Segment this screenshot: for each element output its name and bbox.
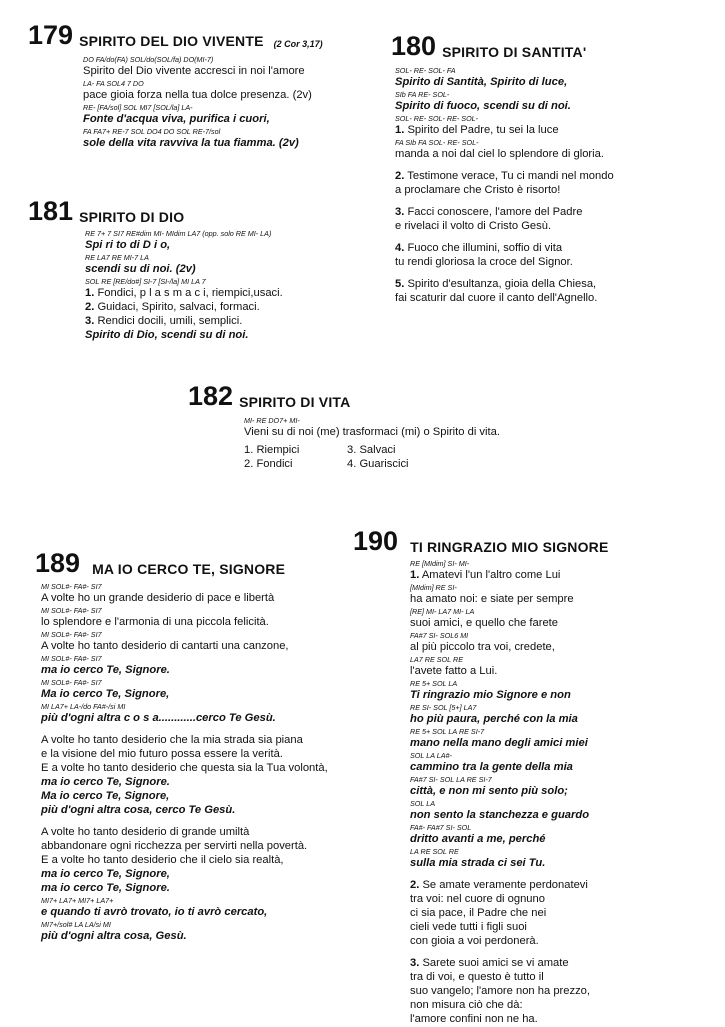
lyric-line: al più piccolo tra voi, credete, xyxy=(410,641,555,653)
chord-line: SOL- RE- SOL- FA xyxy=(395,66,456,75)
refrain-line: ma io cerco Te, Signore. xyxy=(41,882,170,894)
lyric-line: E a volte ho tanto desiderio che il cielo sia realtà, xyxy=(41,854,284,866)
refrain-line: ma io cerco Te, Signore. xyxy=(41,664,170,676)
refrain-line: Spirito di Santità, Spirito di luce, xyxy=(395,76,568,88)
lyric-line: 1. Fondici, p l a s m a c i, riempici,usaci. xyxy=(85,287,283,299)
stanza-gap xyxy=(395,162,711,170)
refrain-line: sulla mia strada ci sei Tu. xyxy=(410,857,546,869)
song-number: 179 xyxy=(28,20,74,50)
stanza-gap xyxy=(410,871,693,879)
song-header xyxy=(35,550,365,577)
song-title: SPIRITO DI SANTITA' xyxy=(442,44,587,60)
song-header xyxy=(28,198,378,225)
lyric-line: Vieni su di noi (me) trasformaci (mi) o Spirito di vita. xyxy=(244,426,500,438)
chord-line: FA FA7+ RE-7 SOL DO4 DO SOL RE-7/sol xyxy=(83,127,221,136)
song-189 xyxy=(35,550,365,944)
verse-number: 2. xyxy=(85,301,95,313)
chord-line: FA SIb FA SOL- RE- SOL- xyxy=(395,138,479,147)
verse-item: 3. Salvaci xyxy=(347,444,396,456)
lyric-line: 2. Se amate veramente perdonatevi xyxy=(410,879,588,891)
song-lines xyxy=(83,55,378,151)
refrain-line: più d'ogni altra c o s a............cerco Te Gesù. xyxy=(41,712,276,724)
verse-number: 3. xyxy=(395,206,405,218)
song-190 xyxy=(353,528,693,1027)
lyric-line: 1. Spirito del Padre, tu sei la luce xyxy=(395,124,559,136)
refrain-line: non sento la stanchezza e guardo xyxy=(410,809,590,821)
song-number: 180 xyxy=(391,31,437,61)
stanza-gap xyxy=(41,726,365,734)
refrain-line: e quando ti avrò trovato, io ti avrò cercato, xyxy=(41,906,268,918)
lyric-line: e rivelaci il volto di Cristo Gesù. xyxy=(395,220,552,232)
song-header xyxy=(188,383,548,410)
refrain-line: Ti ringrazio mio Signore e non xyxy=(410,689,571,701)
chord-line: MI7+ LA7+ MI7+ LA7+ xyxy=(41,896,114,905)
chord-line: SOL LA xyxy=(410,799,436,808)
song-number: 182 xyxy=(188,381,234,411)
lyric-line: lo splendore e l'armonia di una piccola felicità. xyxy=(41,616,269,628)
refrain-line: Fonte d'acqua viva, purifica i cuori, xyxy=(83,113,270,125)
stanza-gap xyxy=(410,949,693,957)
chord-line: SOL- RE- SOL- RE- SOL- xyxy=(395,114,479,123)
chord-line: SOL LA LA#- xyxy=(410,751,452,760)
lyric-line: 3. Facci conoscere, l'amore del Padre xyxy=(395,206,583,218)
lyric-line: Spirito del Dio vivente accresci in noi l'amore xyxy=(83,65,305,77)
chord-line: MI SOL#- FA#- SI7 xyxy=(41,606,102,615)
stanza-gap xyxy=(395,270,711,278)
refrain-line: città, e non mi sento più solo; xyxy=(410,785,568,797)
chord-line: MI SOL#- FA#- SI7 xyxy=(41,630,102,639)
refrain-line: Spi ri to di D i o, xyxy=(85,239,171,251)
lyric-line: 1. Amatevi l'un l'altro come Lui xyxy=(410,569,561,581)
song-title: MA IO CERCO TE, SIGNORE xyxy=(92,561,286,577)
lyric-line: A volte ho un grande desiderio di pace e libertà xyxy=(41,592,275,604)
chord-line: RE SI- SOL [5+] LA7 xyxy=(410,703,477,712)
chord-line: LA- FA SOL4 7 DO xyxy=(83,79,144,88)
song-reference: (2 Cor 3,17) xyxy=(273,39,323,49)
refrain-line: scendi su di noi. (2v) xyxy=(85,263,196,275)
verse-grid xyxy=(244,444,548,472)
chord-line: FA#7 SI- SOL LA RE SI-7 xyxy=(410,775,492,784)
lyric-line: 3. Sarete suoi amici se vi amate xyxy=(410,957,569,969)
lyric-line: A volte ho tanto desiderio di cantarti una canzone, xyxy=(41,640,289,652)
lyric-line: tra di voi, e questo è tutto il xyxy=(410,971,544,983)
chord-line: MI SOL#- FA#- SI7 xyxy=(41,654,102,663)
refrain-line: sole della vita ravviva la tua fiamma. (2v) xyxy=(83,137,299,149)
song-title: SPIRITO DI VITA xyxy=(239,394,351,410)
lyric-line: E a volte ho tanto desiderio che questa sia la Tua volontà, xyxy=(41,762,328,774)
lyric-line: suo vangelo; l'amore non ha prezzo, xyxy=(410,985,591,997)
verse-number: 1. xyxy=(85,287,95,299)
chord-line: [MIdim] RE SI- xyxy=(410,583,457,592)
verse-number: 5. xyxy=(395,278,405,290)
verse-number: 3. xyxy=(410,957,420,969)
lyric-line: pace gioia forza nella tua dolce presenza. (2v) xyxy=(83,89,312,101)
refrain-line: Ma io cerco Te, Signore, xyxy=(41,790,170,802)
refrain-line: ma io cerco Te, Signore, xyxy=(41,868,170,880)
lyric-line: cieli vede tutti i figli suoi xyxy=(410,921,527,933)
chord-line: RE 5+ SOL LA xyxy=(410,679,458,688)
verse-item: 2. Fondici xyxy=(244,458,293,470)
lyric-line: 2. Guidaci, Spirito, salvaci, formaci. xyxy=(85,301,260,313)
verse-number: 1. xyxy=(410,569,420,581)
lyric-line: tu rendi gloriosa la croce del Signor. xyxy=(395,256,573,268)
song-181 xyxy=(28,198,378,343)
chord-line: MI- RE DO7+ MI- xyxy=(244,416,300,425)
lyric-line: A volte ho tanto desiderio di grande umiltà xyxy=(41,826,250,838)
chord-line: RE 7+ 7 SI7 RE#dim MI- MIdim LA7 (opp. solo RE MI- LA) xyxy=(85,229,272,238)
lyric-line: suoi amici, e quello che farete xyxy=(410,617,559,629)
lyric-line: 5. Spirito d'esultanza, gioia della Chiesa, xyxy=(395,278,597,290)
lyric-line: l'amore confini non ne ha. xyxy=(410,1013,538,1025)
lyric-line: 4. Fuoco che illumini, soffio di vita xyxy=(395,242,563,254)
chord-line: DO FA/do(FA) SOL/do(SOL/fa) DO(MI-7) xyxy=(83,55,214,64)
lyric-line: e la visione del mio futuro possa essere la verità. xyxy=(41,748,283,760)
song-lines xyxy=(395,66,711,306)
song-lines xyxy=(410,559,693,1027)
song-title: SPIRITO DI DIO xyxy=(79,209,185,225)
verse-number: 3. xyxy=(85,315,95,327)
refrain-line: mano nella mano degli amici miei xyxy=(410,737,588,749)
song-title: SPIRITO DEL DIO VIVENTE xyxy=(79,33,264,49)
lyric-line: 2. Testimone verace, Tu ci mandi nel mondo xyxy=(395,170,614,182)
lyric-line: non misura ciò che dà: xyxy=(410,999,523,1011)
verse-item: 1. Riempici xyxy=(244,444,300,456)
refrain-line: Spirito di Dio, scendi su di noi. xyxy=(85,329,249,341)
lyric-line: A volte ho tanto desiderio che la mia strada sia piana xyxy=(41,734,303,746)
stanza-gap xyxy=(395,198,711,206)
lyric-line: fai scaturir dal cuore il canto dell'Agnello. xyxy=(395,292,598,304)
refrain-line: cammino tra la gente della mia xyxy=(410,761,573,773)
chord-line: LA7 RE SOL RE xyxy=(410,655,464,664)
song-180 xyxy=(391,33,711,306)
verse-number: 4. xyxy=(395,242,405,254)
chord-line: [RE] MI- LA7 MI- LA xyxy=(410,607,475,616)
verse-number: 1. xyxy=(395,124,405,136)
refrain-line: ma io cerco Te, Signore. xyxy=(41,776,170,788)
song-lines xyxy=(41,582,365,944)
stanza-gap xyxy=(41,818,365,826)
refrain-line: più d'ogni altra cosa, cerco Te Gesù. xyxy=(41,804,236,816)
chord-line: RE [MIdim] SI- MI- xyxy=(410,559,470,568)
song-header xyxy=(353,528,693,555)
refrain-line: Ma io cerco Te, Signore, xyxy=(41,688,170,700)
song-header xyxy=(391,33,711,60)
chord-line: FA#7 SI- SOL6 MI xyxy=(410,631,469,640)
stanza-gap xyxy=(395,234,711,242)
refrain-line: ho più paura, perché con la mia xyxy=(410,713,578,725)
chord-line: MI SOL#- FA#- SI7 xyxy=(41,582,102,591)
chord-line: MI7+/sol# LA LA/si MI xyxy=(41,920,111,929)
chord-line: MI SOL#- FA#- SI7 xyxy=(41,678,102,687)
chord-line: MI LA7+ LA-/do FA#-/si MI xyxy=(41,702,126,711)
chord-line: SIb FA RE- SOL- xyxy=(395,90,450,99)
song-number: 189 xyxy=(35,548,81,578)
verse-number: 2. xyxy=(395,170,405,182)
song-title: TI RINGRAZIO MIO SIGNORE xyxy=(410,539,609,555)
lyric-line: abbandonare ogni ricchezza per servirti nella povertà. xyxy=(41,840,308,852)
refrain-line: dritto avanti a me, perché xyxy=(410,833,546,845)
lyric-line: a proclamare che Cristo è risorto! xyxy=(395,184,561,196)
lyric-line: ha amato noi: e siate per sempre xyxy=(410,593,574,605)
chord-line: FA#- FA#7 SI- SOL xyxy=(410,823,472,832)
verse-item: 4. Guariscici xyxy=(347,458,409,470)
lyric-line: ci sia pace, il Padre che nei xyxy=(410,907,547,919)
lyric-line: tra voi: nel cuore di ognuno xyxy=(410,893,545,905)
lyric-line: 3. Rendici docili, umili, semplici. xyxy=(85,315,243,327)
lyric-line: l'avete fatto a Lui. xyxy=(410,665,498,677)
verse-number: 2. xyxy=(410,879,420,891)
refrain-line: Spirito di fuoco, scendi su di noi. xyxy=(395,100,571,112)
refrain-line: più d'ogni altra cosa, Gesù. xyxy=(41,930,187,942)
song-number: 181 xyxy=(28,196,74,226)
lyric-line: manda a noi dal ciel lo splendore di gloria. xyxy=(395,148,604,160)
stanza-gap xyxy=(244,440,548,448)
chord-line: RE LA7 RE MI-7 LA xyxy=(85,253,149,262)
chord-line: LA RE SOL RE xyxy=(410,847,459,856)
chord-line: RE- [FA/sol] SOL MI7 [SOL/la] LA- xyxy=(83,103,193,112)
song-header xyxy=(28,22,378,49)
song-lines xyxy=(244,416,548,448)
song-lines xyxy=(85,229,378,343)
chord-line: SOL RE [RE/do#] SI-7 [SI-/la] MI LA 7 xyxy=(85,277,206,286)
song-179 xyxy=(28,22,378,151)
song-number: 190 xyxy=(353,526,399,556)
chord-line: RE 5+ SOL LA RE SI-7 xyxy=(410,727,485,736)
lyric-line: con gioia a voi perdonerà. xyxy=(410,935,539,947)
song-182 xyxy=(188,383,548,472)
